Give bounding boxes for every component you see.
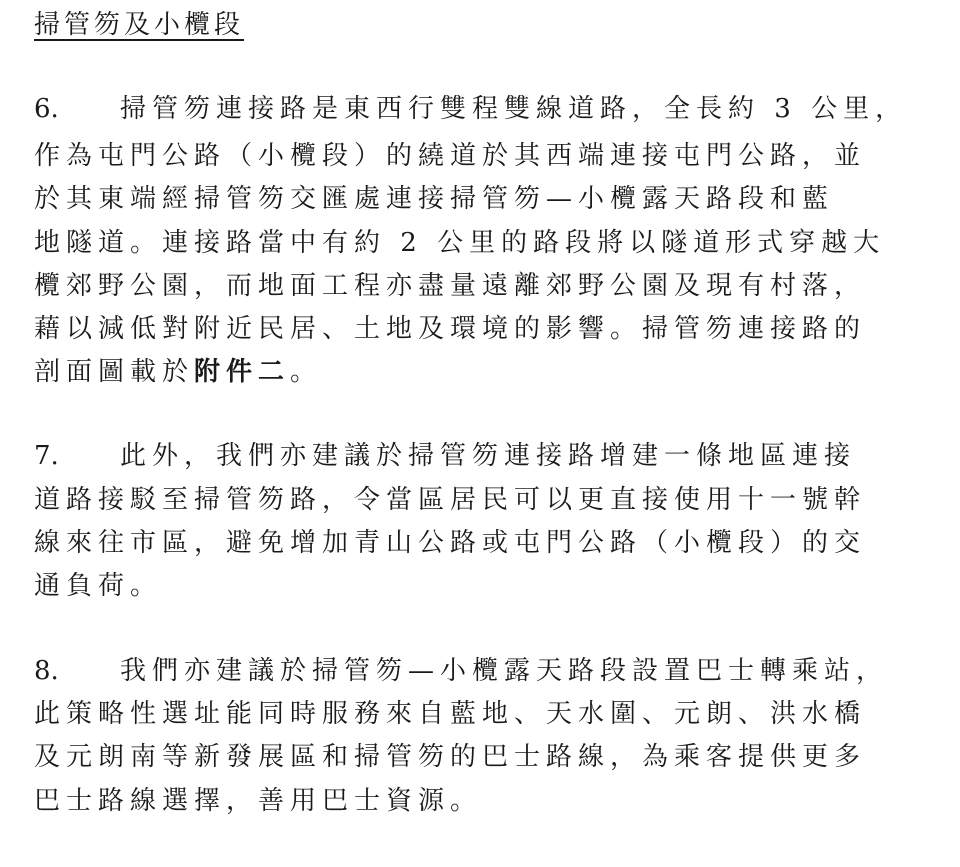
paragraph-6-line-7 <box>34 353 322 391</box>
paragraph-8-line-2: 此策略性選址能同時服務來自藍地、天水圍、元朗、洪水橋 <box>34 699 867 729</box>
paragraph-6-line-5: 欖郊野公園，而地面工程亦盡量遠離郊野公園及現有村落， <box>34 271 867 301</box>
paragraph-8-line-3: 及元朗南等新發展區和掃管笏的巴士路線，為乘客提供更多 <box>34 742 867 772</box>
paragraph-6-line-4: 地隧道。連接路當中有約 2 公里的路段將以隧道形式穿越大 <box>34 228 886 258</box>
paragraph-text: 剖面圖載於 <box>34 357 195 387</box>
paragraph-6-line-2: 作為屯門公路（小欖段）的繞道於其西端連接屯門公路，並 <box>34 141 867 171</box>
paragraph-7-line-2: 道路接駁至掃管笏路，令當區居民可以更直接使用十一號幹 <box>34 485 867 515</box>
paragraph-8-line-1 <box>34 652 888 690</box>
paragraph-text: 我們亦建議於掃管笏—小欖露天路段設置巴士轉乘站， <box>120 656 889 686</box>
paragraph-text: 。 <box>290 357 323 387</box>
paragraph-8-number: 8. <box>34 656 59 686</box>
paragraph-7-number: 7. <box>34 441 59 471</box>
paragraph-6-number: 6. <box>34 94 59 124</box>
paragraph-6-line-6: 藉以減低對附近民居、土地及環境的影響。掃管笏連接路的 <box>34 314 867 344</box>
paragraph-6-line-1 <box>34 90 907 128</box>
paragraph-7-line-3: 線來往市區，避免增加青山公路或屯門公路（小欖段）的交 <box>34 528 867 558</box>
paragraph-6-line-3: 於其東端經掃管笏交匯處連接掃管笏—小欖露天路段和藍 <box>34 184 835 214</box>
paragraph-7-line-4: 通負荷。 <box>34 571 163 601</box>
paragraph-text: 此外，我們亦建議於掃管笏連接路增建一條地區連接 <box>120 441 857 471</box>
annex-reference: 附件二 <box>194 357 291 387</box>
paragraph-text: 掃管笏連接路是東西行雙程雙線道路，全長約 3 公里， <box>120 94 908 124</box>
section-heading: 掃管笏及小欖段 <box>34 10 245 40</box>
paragraph-7-line-1 <box>34 437 856 475</box>
paragraph-8-line-4: 巴士路線選擇，善用巴士資源。 <box>34 786 483 816</box>
